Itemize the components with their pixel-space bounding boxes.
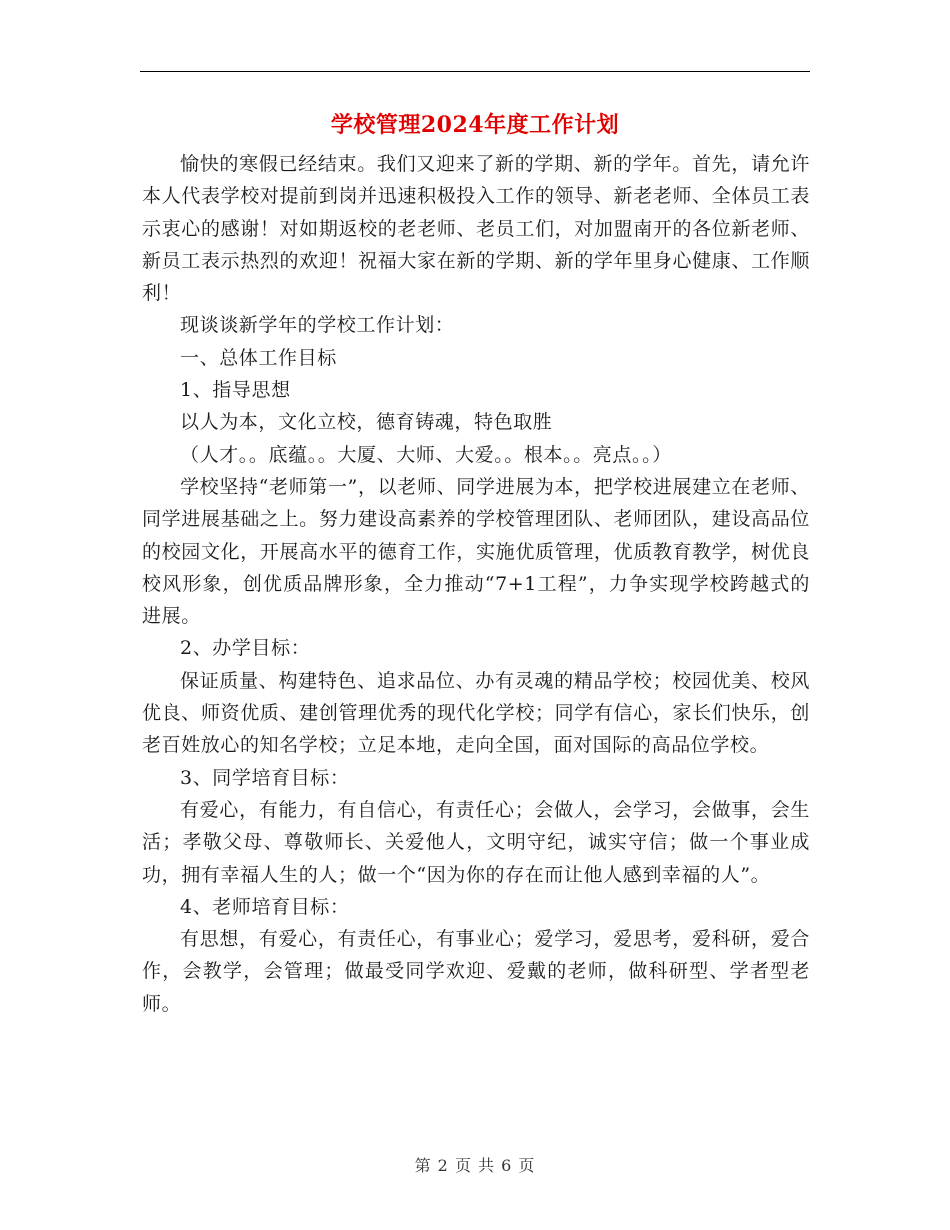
document-body: [142, 148, 810, 1020]
paragraph-motto: 以人为本，文化立校，德育铸魂，特色取胜: [180, 411, 553, 434]
heading-teacher-goals: 4、老师培育目标：: [180, 895, 350, 918]
header-rule: [140, 71, 810, 72]
paragraph-school-principle: 学校坚持“老师第一”，以老师、同学进展为本，把学校进展建立在老师、同学进展基础之上。努力建设高素养的学校管理团队、老师团队，建设高品位的校园文化，开展高水平的德育工作，实施优质管理，优质教育教学，树优良校风形象，创优质品牌形象，全力推动“7+1工程”，力争实现学校跨越式的进展。: [142, 475, 810, 628]
heading-guiding-ideology: 1、指导思想: [180, 379, 291, 402]
paragraph-plan-lead: 现谈谈新学年的学校工作计划：: [180, 314, 455, 337]
heading-overall-goals: 一、总体工作目标: [180, 346, 337, 369]
paragraph-motto-notes: （人才。。底蕴。。大厦、大师、大爱。。根本。。亮点。。）: [180, 443, 672, 466]
document-title: 学校管理2024年度工作计划: [330, 112, 620, 138]
heading-school-goals: 2、办学目标：: [180, 637, 311, 660]
heading-student-goals: 3、同学培育目标：: [180, 766, 350, 789]
paragraph-intro: 愉快的寒假已经结束。我们又迎来了新的学期、新的学年。首先，请允许本人代表学校对提前到岗并迅速积极投入工作的领导、新老老师、全体员工表示衷心的感谢！对如期返校的老老师、老员工们，对加盟南开的各位新老师、新员工表示热烈的欢迎！祝福大家在新的学期、新的学年里身心健康、工作顺利！: [142, 153, 810, 305]
paragraph-school-goals: 保证质量、构建特色、追求品位、办有灵魂的精品学校；校园优美、校风优良、师资优质、建创管理优秀的现代化学校；同学有信心，家长们快乐，创老百姓放心的知名学校；立足本地，走向全国，面对国际的高品位学校。: [142, 669, 810, 757]
paragraph-student-goals: 有爱心，有能力，有自信心，有责任心；会做人，会学习，会做事，会生活；孝敬父母、尊敬师长、关爱他人，文明守纪，诚实守信；做一个事业成功，拥有幸福人生的人；做一个“因为你的存在而让他人感到幸福的人”。: [142, 798, 810, 886]
page-number: 第 2 页 共 6 页: [414, 1156, 536, 1175]
paragraph-teacher-goals: 有思想，有爱心，有责任心，有事业心；爱学习，爱思考，爱科研，爱合作，会教学，会管理；做最受同学欢迎、爱戴的老师，做科研型、学者型老师。: [142, 928, 810, 1015]
